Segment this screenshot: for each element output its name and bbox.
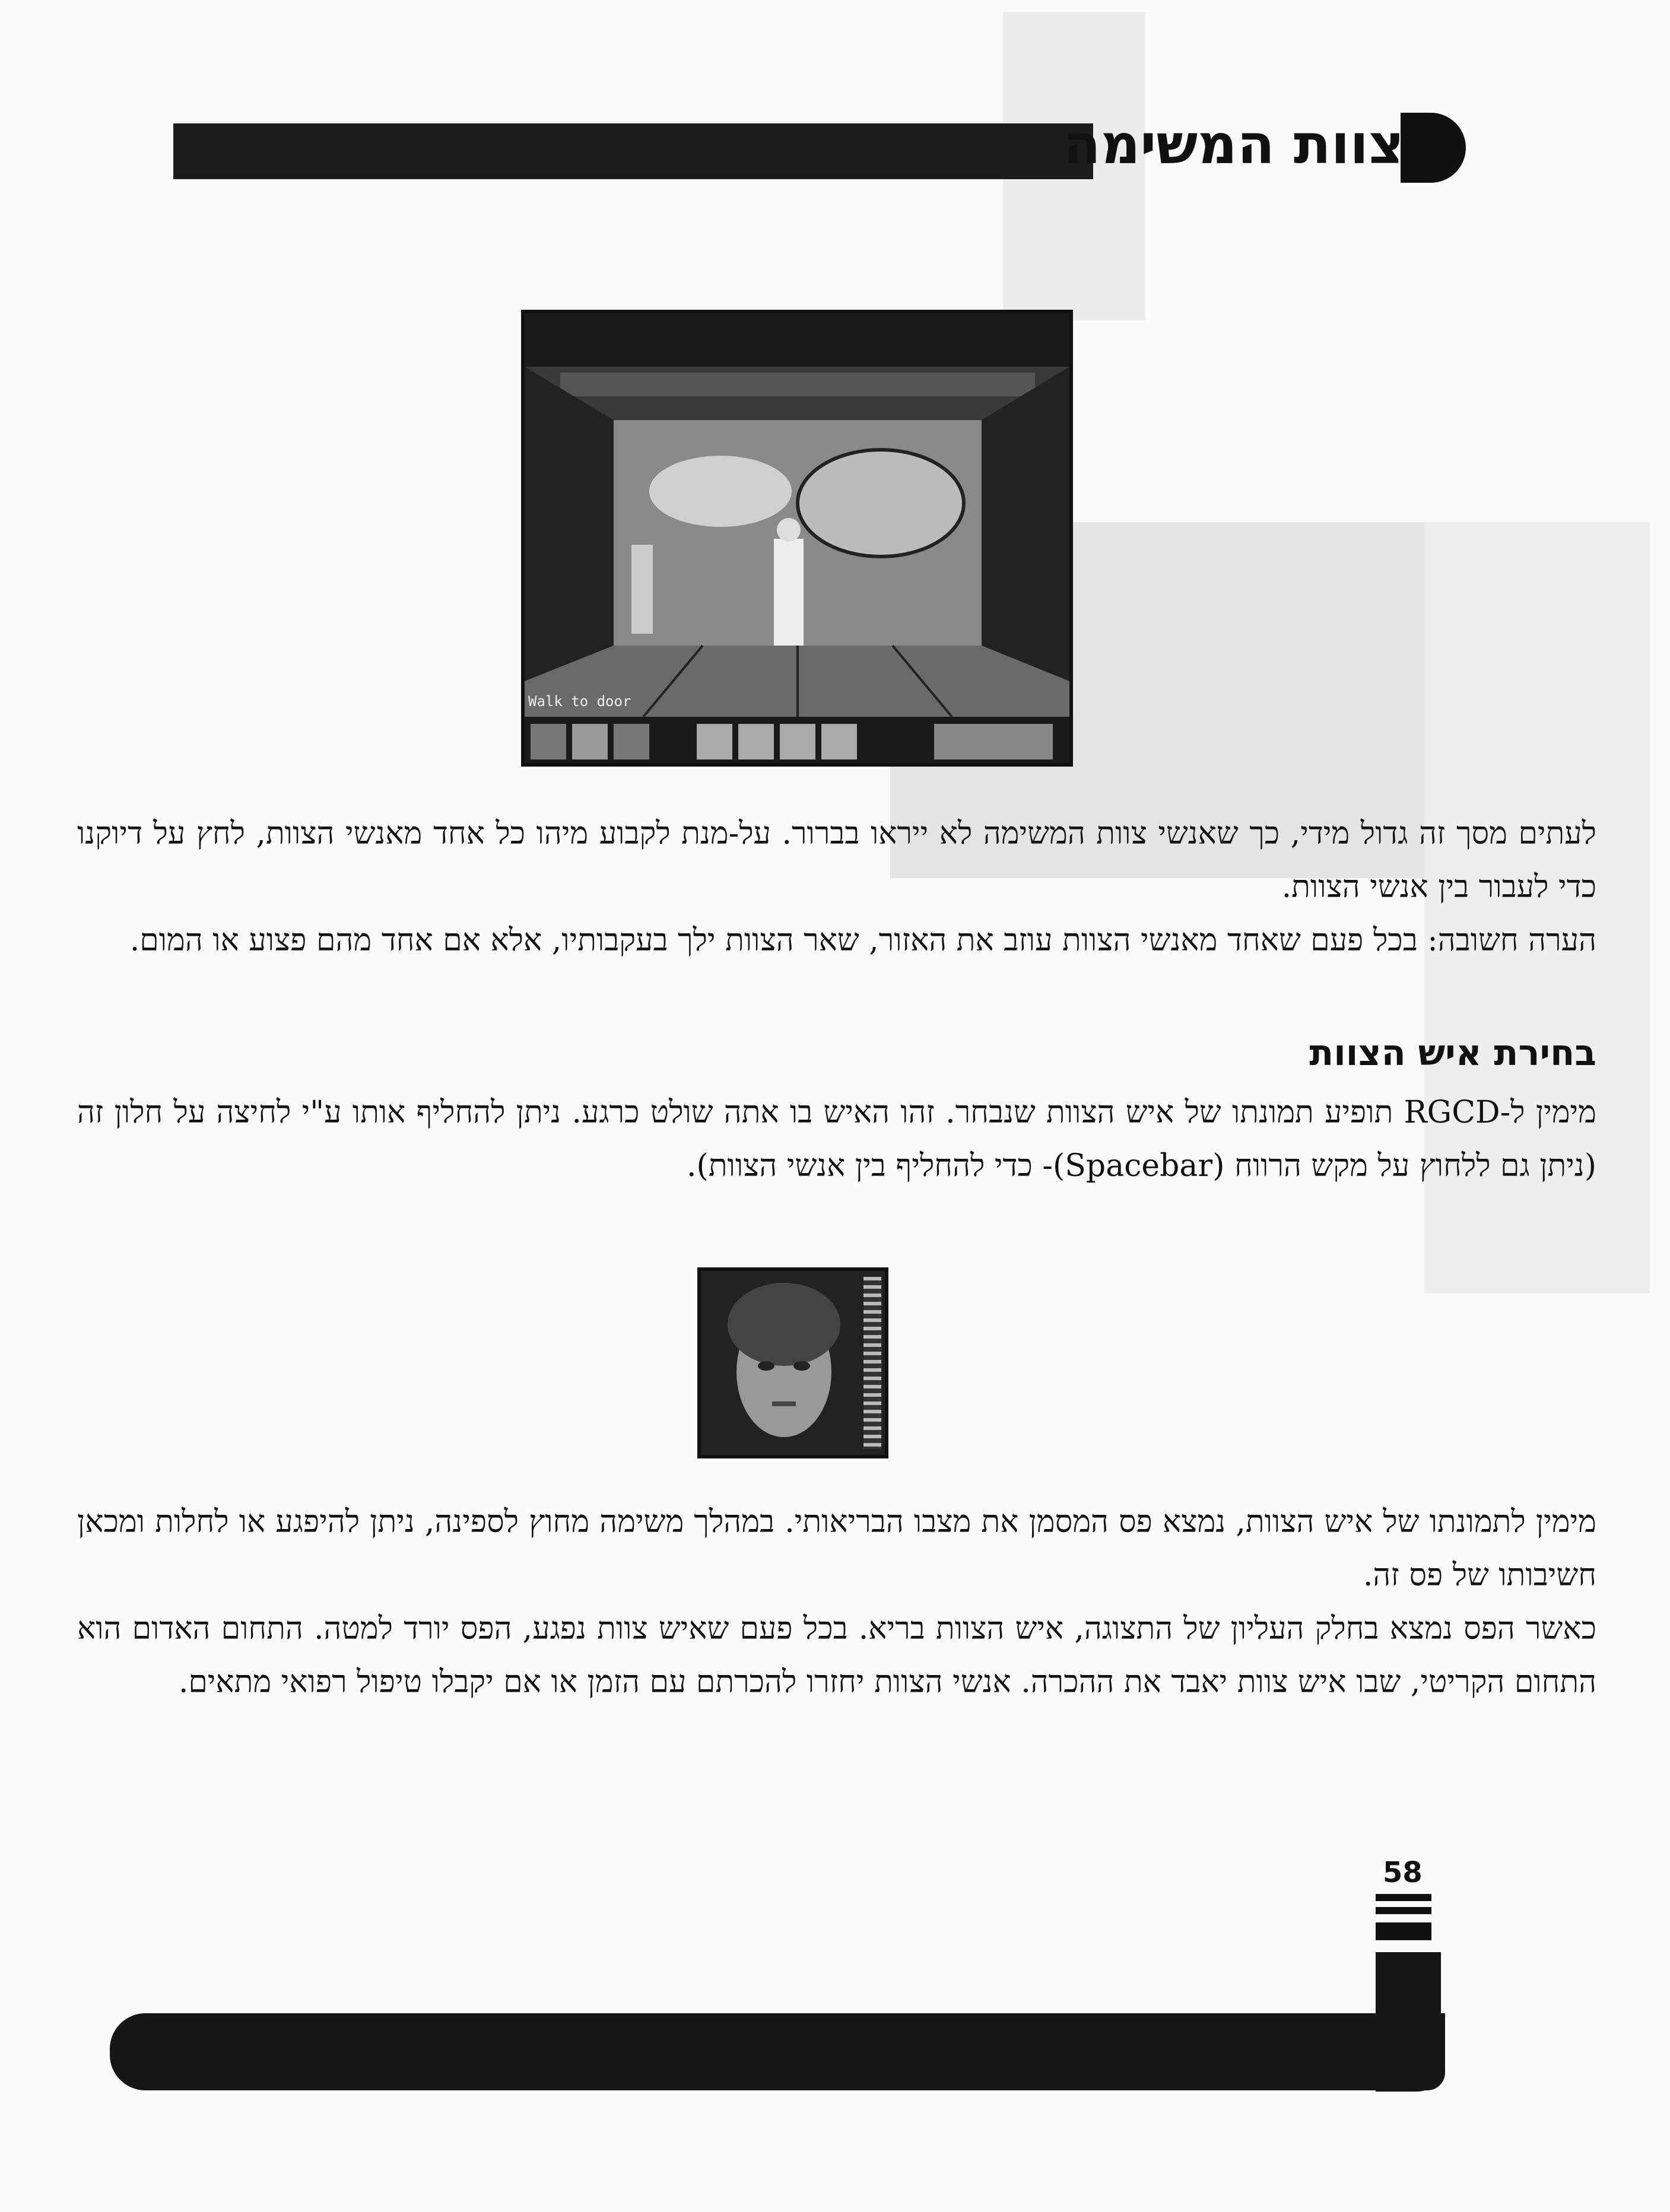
crew-portrait xyxy=(697,1267,888,1458)
page-title: צוות המשימה xyxy=(1063,113,1404,176)
health-bar xyxy=(863,1277,881,1449)
footer-stripe xyxy=(1376,1922,1431,1940)
paragraph-crew-selection: מימין ל-RGCD תופיע תמונתו של איש הצוות שנבחר. זהו האיש בו אתה שולט כרגע. ניתן להחליף אותו ע"י לחיצה על חלון זה (ניתן גם ללחוץ על מקש הרווח (Spacebar)- כדי להחליף בין אנשי הצוות). xyxy=(77,1095,1596,1184)
paragraph-intro: לעתים מסך זה גדול מידי, כך שאנשי צוות המשימה לא ייראו בברור. על-מנת לקבוע מיהו כל אחד מאנשי הצוות, לחץ על דיוקנו כדי לעבור בין אנשי הצוות. xyxy=(77,816,1596,905)
crew-portrait-illustration xyxy=(701,1271,885,1455)
footer-stripe xyxy=(1376,1894,1431,1901)
footer-bar xyxy=(110,2013,1445,2090)
footer-stripe xyxy=(1376,1907,1431,1914)
footer-bar-vertical xyxy=(1376,1952,1441,2092)
page-number: 58 xyxy=(1383,1856,1423,1889)
header-bar xyxy=(173,123,1093,179)
paragraph-note: הערה חשובה: בכל פעם שאחד מאנשי הצוות עוזב את האזור, שאר הצוות ילך בעקבותיו, אלא אם אחד מהם פצוע או המום. xyxy=(129,923,1596,958)
game-screenshot xyxy=(521,310,1073,767)
action-text: Walk to door xyxy=(528,693,631,710)
header-bar-cap xyxy=(1401,113,1466,183)
section-heading: בחירת איש הצוות xyxy=(1309,1032,1596,1074)
paragraph-health-bar: מימין לתמונתו של איש הצוות, נמצא פס המסמן את מצבו הבריאותי. במהלך משימה מחוץ לספינה, ניתן להיפגע או לחלות ומכאן חשיבותו של פס זה. xyxy=(77,1504,1596,1593)
paragraph-health-states: כאשר הפס נמצא בחלק העליון של התצוגה, איש הצוות בריא. בכל פעם שאיש צוות נפגע, הפס יורד למטה. התחום האדום הוא התחום הקריטי, שבו איש צוות יאבד את ההכרה. אנשי הצוות יחזרו להכרתם עם הזמן או אם יקבלו טיפול רפואי מתאים. xyxy=(77,1611,1596,1700)
